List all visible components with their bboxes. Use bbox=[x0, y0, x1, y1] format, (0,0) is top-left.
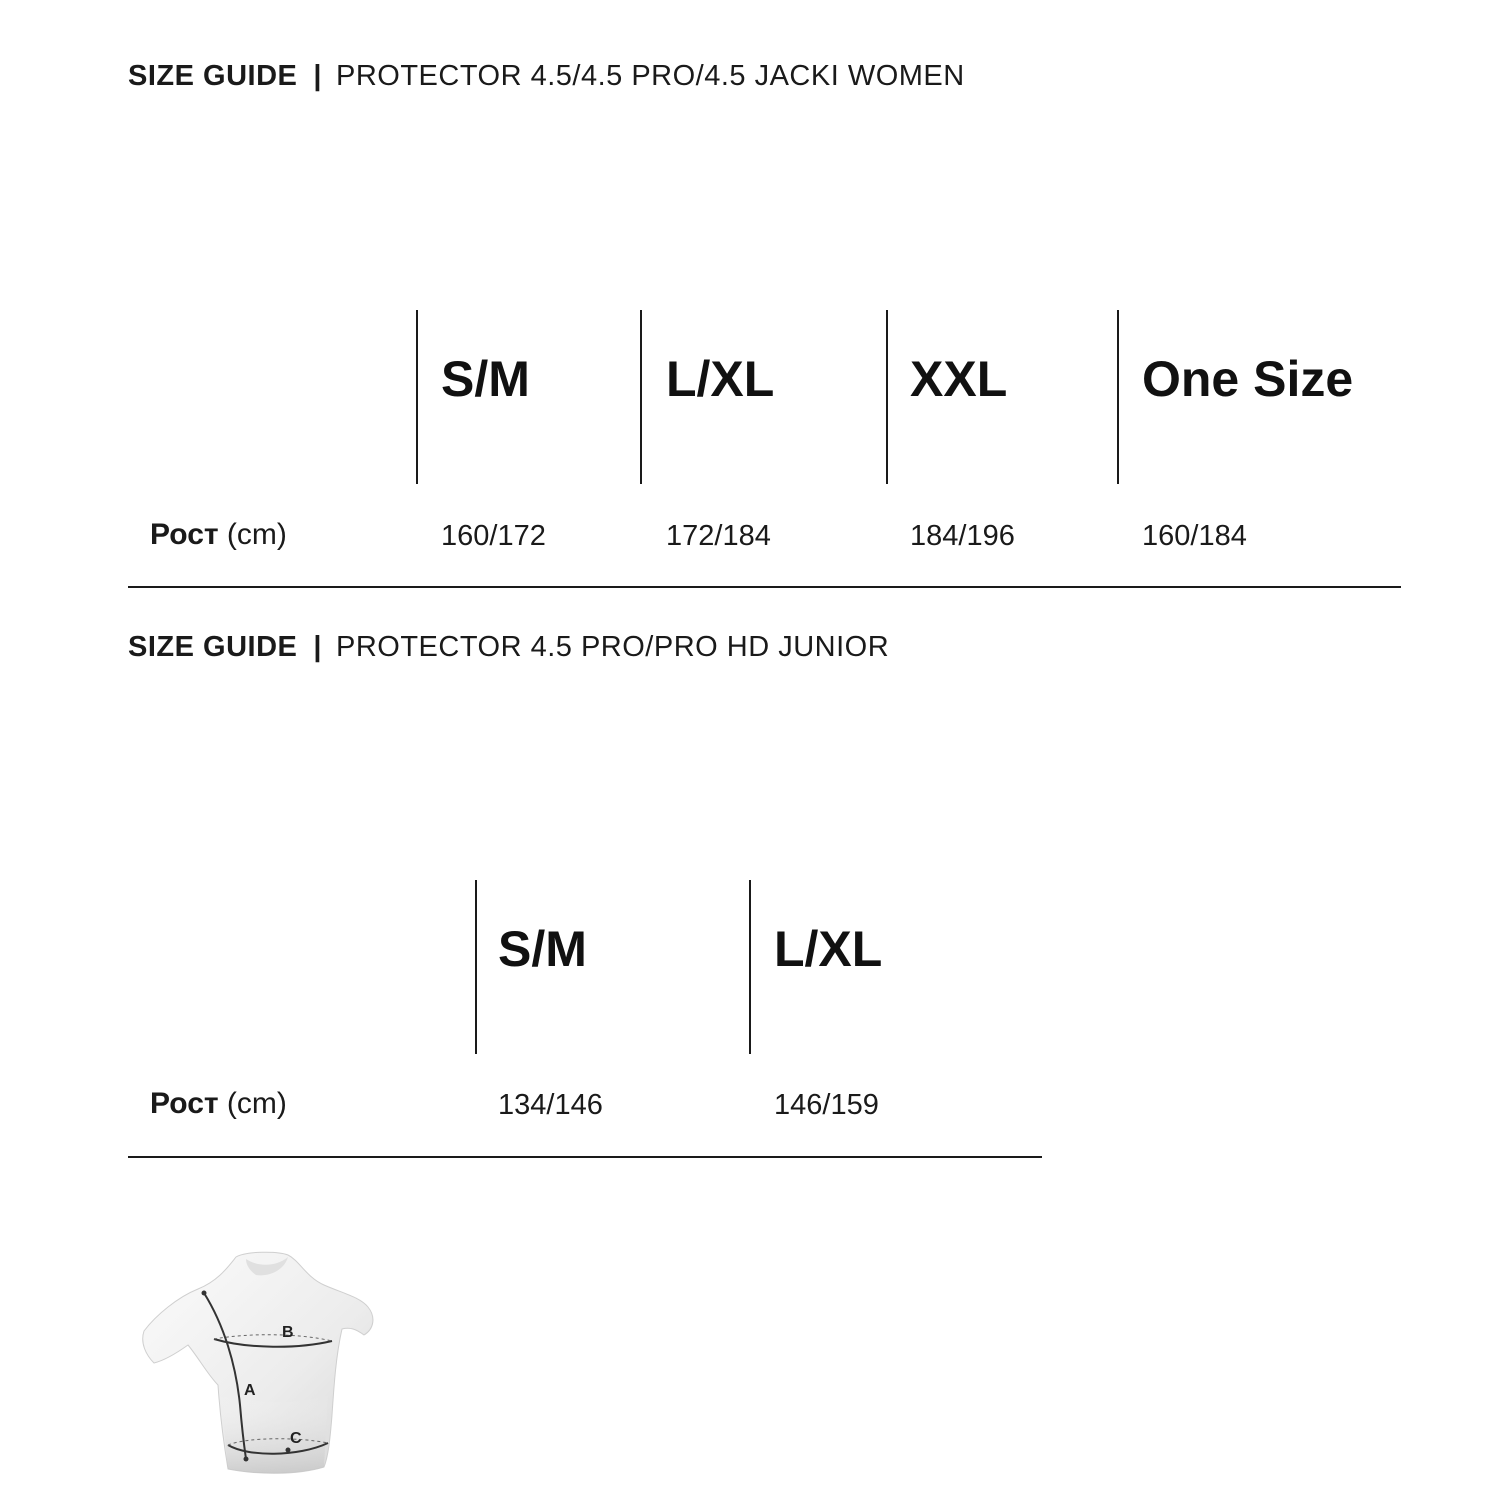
guide1-row-label-name: Рост bbox=[150, 518, 219, 551]
guide1-separator: | bbox=[313, 60, 322, 92]
guide2-title: SIZE GUIDE bbox=[128, 631, 298, 663]
guide2-divider-2 bbox=[749, 880, 751, 1054]
guide2-divider-1 bbox=[475, 880, 477, 1054]
guide2-value-lxl: 146/159 bbox=[774, 1089, 879, 1121]
guide1-divider-4 bbox=[1117, 310, 1119, 484]
guide1-divider-3 bbox=[886, 310, 888, 484]
guide1-value-sm: 160/172 bbox=[441, 520, 546, 552]
guide1-size-xxl: XXL bbox=[910, 351, 1008, 407]
guide1-divider-1 bbox=[416, 310, 418, 484]
guide2-bottom-rule bbox=[128, 1156, 1042, 1158]
marker-b: B bbox=[282, 1324, 294, 1341]
guide2-size-sm: S/M bbox=[498, 921, 587, 977]
torso-measurement-diagram bbox=[128, 1245, 398, 1480]
guide1-bottom-rule bbox=[128, 586, 1401, 588]
guide1-divider-2 bbox=[640, 310, 642, 484]
guide2-row-label-unit: (cm) bbox=[226, 1087, 287, 1120]
guide1-row-label-unit: (cm) bbox=[226, 518, 287, 551]
guide2-separator: | bbox=[313, 631, 322, 663]
guide1-size-lxl: L/XL bbox=[666, 351, 775, 407]
marker-a: A bbox=[244, 1382, 256, 1399]
guide2-heading bbox=[128, 631, 889, 664]
guide1-title: SIZE GUIDE bbox=[128, 60, 298, 92]
guide1-size-onesize: One Size bbox=[1142, 351, 1354, 407]
guide2-value-sm: 134/146 bbox=[498, 1089, 603, 1121]
guide1-product: PROTECTOR 4.5/4.5 PRO/4.5 JACKI WOMEN bbox=[335, 60, 965, 92]
guide2-size-lxl: L/XL bbox=[774, 921, 883, 977]
guide1-row-label bbox=[150, 518, 287, 552]
guide2-product: PROTECTOR 4.5 PRO/PRO HD JUNIOR bbox=[335, 631, 890, 663]
guide1-size-sm: S/M bbox=[441, 351, 530, 407]
guide1-value-lxl: 172/184 bbox=[666, 520, 771, 552]
guide1-heading bbox=[128, 60, 965, 93]
marker-c: C bbox=[290, 1430, 302, 1447]
guide1-value-xxl: 184/196 bbox=[910, 520, 1015, 552]
guide2-row-label bbox=[150, 1087, 287, 1121]
guide1-value-onesize: 160/184 bbox=[1142, 520, 1247, 552]
guide2-row-label-name: Рост bbox=[150, 1087, 219, 1120]
